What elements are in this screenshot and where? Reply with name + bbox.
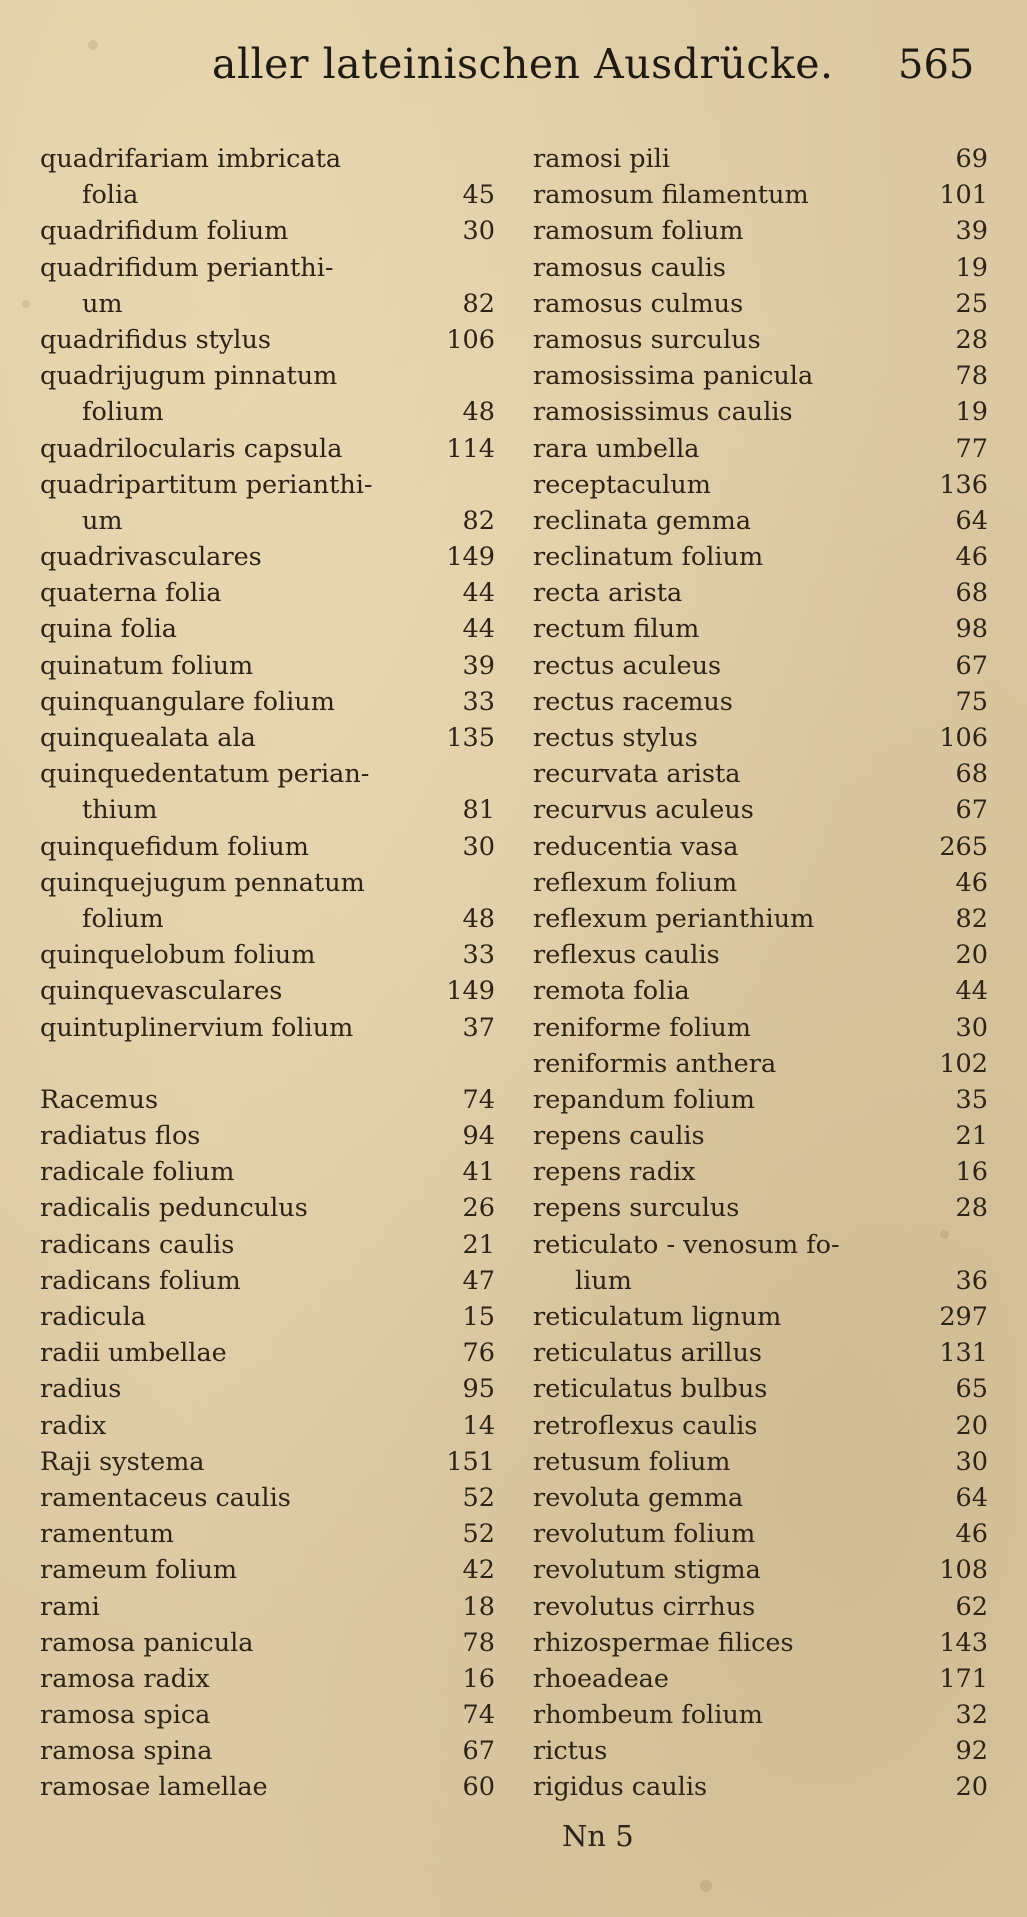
page-reference: 48: [462, 903, 495, 934]
index-entry: [40, 1371, 495, 1407]
index-term: quadripartitum perianthi-: [40, 469, 373, 500]
index-entry: [40, 829, 495, 865]
index-entry: [533, 213, 988, 249]
page-reference: 68: [955, 578, 988, 609]
page-reference: 95: [462, 1374, 495, 1405]
page-reference: 82: [955, 903, 988, 934]
index-term: rhoeadeae: [533, 1663, 669, 1694]
index-term: rami: [40, 1591, 100, 1622]
page-reference: 36: [955, 1265, 988, 1296]
index-entry: [533, 503, 988, 539]
page-reference: 46: [955, 867, 988, 898]
index-term: ramosus caulis: [533, 252, 726, 283]
index-entry: [533, 648, 988, 684]
index-entry: [533, 1082, 988, 1118]
index-term: radix: [40, 1410, 107, 1441]
index-term: quadrifidum perianthi-: [40, 252, 334, 283]
index-term: quadrifidus stylus: [40, 324, 271, 355]
page-reference: 32: [955, 1700, 988, 1731]
page-reference: 82: [462, 288, 495, 319]
index-term: ramosa spica: [40, 1700, 211, 1731]
index-entry: [533, 901, 988, 937]
index-term: retusum folium: [533, 1446, 731, 1477]
page-reference: 74: [462, 1700, 495, 1731]
page-reference: 30: [955, 1012, 988, 1043]
page-reference: 44: [462, 614, 495, 645]
page-reference: 20: [955, 1772, 988, 1803]
index-term: radicula: [40, 1302, 146, 1332]
index-entry: [533, 829, 988, 865]
index-entry: [533, 394, 988, 430]
page-reference: 297: [939, 1302, 988, 1332]
index-term: reniformis anthera: [533, 1048, 777, 1079]
page-number: 565: [898, 42, 975, 88]
index-term: reflexum folium: [533, 867, 738, 898]
index-term: rara umbella: [533, 433, 700, 464]
index-entry: [533, 467, 988, 503]
index-term: quintuplinervium folium: [40, 1012, 354, 1043]
index-term: rectum filum: [533, 614, 700, 645]
page-reference: 52: [462, 1519, 495, 1550]
index-entry: [40, 1190, 495, 1226]
page-reference: 68: [955, 759, 988, 790]
index-term: reflexus caulis: [533, 940, 720, 971]
index-term: radicalis pedunculus: [40, 1193, 308, 1224]
index-term: repens surculus: [533, 1193, 740, 1224]
index-entry: [533, 1046, 988, 1082]
index-term: radius: [40, 1374, 122, 1405]
index-entry: [40, 1480, 495, 1516]
index-term: quinquefidum folium: [40, 831, 309, 862]
index-entry: [40, 1299, 495, 1335]
running-title: aller lateinischen Ausdrücke.: [212, 40, 834, 88]
index-term: rectus stylus: [533, 723, 698, 753]
index-entry: [40, 756, 495, 792]
page-reference: 26: [462, 1193, 495, 1224]
page-reference: 28: [955, 324, 988, 355]
index-term: folium: [82, 903, 164, 934]
index-entry: [40, 503, 495, 539]
page-reference: 78: [955, 361, 988, 392]
index-entry: [533, 1552, 988, 1588]
index-term: quinatum folium: [40, 650, 254, 681]
page-reference: 149: [446, 542, 495, 573]
index-term: revolutum stigma: [533, 1555, 761, 1586]
index-term: recurvus aculeus: [533, 795, 754, 826]
index-entry: [40, 1769, 495, 1805]
index-entry: [533, 539, 988, 575]
index-term: revolutum folium: [533, 1519, 756, 1550]
index-entry: [533, 684, 988, 720]
index-entry: [533, 756, 988, 792]
page-reference: 47: [462, 1265, 495, 1296]
page-header: [0, 40, 1027, 110]
index-term: quinquedentatum perian-: [40, 759, 370, 790]
page-reference: 39: [462, 650, 495, 681]
index-entry: [533, 358, 988, 394]
index-entry: [40, 1661, 495, 1697]
page-reference: 149: [446, 976, 495, 1007]
page-reference: 67: [955, 650, 988, 681]
index-term: Raji systema: [40, 1446, 205, 1477]
page-reference: 98: [955, 614, 988, 645]
page-reference: 67: [462, 1736, 495, 1767]
index-entry: [40, 286, 495, 322]
page-reference: 21: [462, 1229, 495, 1260]
index-term: quinquangulare folium: [40, 686, 335, 717]
index-term: ramentaceus caulis: [40, 1482, 291, 1513]
page-reference: 62: [955, 1591, 988, 1622]
page-reference: 64: [955, 505, 988, 536]
page-reference: 19: [955, 397, 988, 428]
page-reference: 78: [462, 1627, 495, 1658]
index-entry: [40, 575, 495, 611]
page-reference: 77: [955, 433, 988, 464]
index-entry: [533, 250, 988, 286]
index-term: rhizospermae filices: [533, 1627, 794, 1658]
index-term: reclinata gemma: [533, 505, 752, 536]
page-reference: 28: [955, 1193, 988, 1224]
index-term: lium: [575, 1265, 632, 1296]
index-entry: [533, 1516, 988, 1552]
index-entry: [40, 720, 495, 756]
index-term: reticulatus bulbus: [533, 1374, 768, 1405]
index-entry: [40, 973, 495, 1009]
page-reference: 15: [462, 1302, 495, 1332]
index-entry: [533, 611, 988, 647]
index-entry: [40, 1010, 495, 1046]
index-term: reducentia vasa: [533, 831, 739, 862]
page-reference: 136: [939, 469, 988, 500]
page-reference: 48: [462, 397, 495, 428]
index-entry: [533, 973, 988, 1009]
page-reference: 108: [939, 1555, 988, 1586]
index-term: quadrifidum folium: [40, 216, 289, 247]
index-entry: [533, 1263, 988, 1299]
page-reference: 65: [955, 1374, 988, 1405]
index-entry: [40, 431, 495, 467]
index-entry: [533, 286, 988, 322]
index-entry: [533, 1371, 988, 1407]
index-term: rictus: [533, 1736, 608, 1767]
signature-mark: Nn 5: [562, 1819, 634, 1853]
index-entry: [533, 1661, 988, 1697]
index-term: ramentum: [40, 1519, 174, 1550]
index-term: radicale folium: [40, 1157, 235, 1188]
index-entry: [40, 1118, 495, 1154]
page-reference: 151: [446, 1446, 495, 1477]
index-entry: [40, 250, 495, 286]
index-term: rigidus caulis: [533, 1772, 708, 1803]
index-term: ramosum folium: [533, 216, 744, 247]
index-entry: [40, 1082, 495, 1118]
index-term: um: [82, 288, 123, 319]
index-term: thium: [82, 795, 158, 826]
index-entry: [533, 1625, 988, 1661]
page-reference: 75: [955, 686, 988, 717]
index-term: reniforme folium: [533, 1012, 751, 1043]
index-entry: [40, 539, 495, 575]
page-reference: 44: [955, 976, 988, 1007]
page-reference: 69: [955, 144, 988, 174]
page-reference: 41: [462, 1157, 495, 1188]
index-entry: [533, 1190, 988, 1226]
index-entry: [533, 141, 988, 177]
index-term: repens caulis: [533, 1121, 705, 1152]
page-reference: 20: [955, 940, 988, 971]
index-entry: [40, 865, 495, 901]
index-term: repandum folium: [533, 1084, 755, 1115]
index-term: ramosissima panicula: [533, 361, 814, 392]
page-reference: 21: [955, 1121, 988, 1152]
index-term: radicans caulis: [40, 1229, 235, 1260]
page-reference: 60: [462, 1772, 495, 1803]
page-reference: 44: [462, 578, 495, 609]
index-entry: [40, 1697, 495, 1733]
index-term: revolutus cirrhus: [533, 1591, 756, 1622]
index-term: quinquealata ala: [40, 723, 256, 753]
index-term: ramosae lamellae: [40, 1772, 268, 1803]
page-reference: 82: [462, 505, 495, 536]
index-term: reflexum perianthium: [533, 903, 815, 934]
index-entry: [40, 1552, 495, 1588]
page-reference: 64: [955, 1482, 988, 1513]
index-entry: [533, 1769, 988, 1805]
index-entry: [40, 177, 495, 213]
page-reference: 76: [462, 1338, 495, 1369]
page-reference: 33: [462, 686, 495, 717]
index-entry: [40, 1444, 495, 1480]
index-entry: [533, 575, 988, 611]
index-term: revoluta gemma: [533, 1482, 744, 1513]
index-entry: [40, 141, 495, 177]
index-entry: [533, 1408, 988, 1444]
index-entry: [40, 358, 495, 394]
index-term: quadrilocularis capsula: [40, 433, 343, 464]
page-reference: 81: [462, 795, 495, 826]
index-column-right: [533, 141, 988, 1806]
index-entry: [533, 1589, 988, 1625]
page-reference: 19: [955, 252, 988, 283]
index-term: quadrifariam imbricata: [40, 144, 342, 174]
page-reference: 46: [955, 542, 988, 573]
index-term: ramosa panicula: [40, 1627, 254, 1658]
index-entry: [40, 322, 495, 358]
page-reference: 143: [939, 1627, 988, 1658]
index-entry: [40, 1046, 495, 1082]
index-term: reticulatum lignum: [533, 1302, 782, 1332]
index-entry: [533, 865, 988, 901]
index-entry: [533, 1227, 988, 1263]
page-reference: 14: [462, 1410, 495, 1441]
index-term: quinquelobum folium: [40, 940, 316, 971]
page-reference: 114: [446, 433, 495, 464]
index-term: radii umbellae: [40, 1338, 227, 1369]
index-term: rameum folium: [40, 1555, 238, 1586]
index-term: ramosa spina: [40, 1736, 213, 1767]
index-entry: [533, 177, 988, 213]
index-entry: [40, 937, 495, 973]
index-term: reticulato - venosum fo-: [533, 1229, 840, 1260]
index-entry: [533, 322, 988, 358]
index-entry: [533, 1118, 988, 1154]
index-entry: [40, 901, 495, 937]
index-term: ramosissimus caulis: [533, 397, 793, 428]
index-term: quina folia: [40, 614, 177, 645]
page-reference: 94: [462, 1121, 495, 1152]
index-term: folium: [82, 397, 164, 428]
index-term: recurvata arista: [533, 759, 741, 790]
index-entry: [40, 213, 495, 249]
index-entry: [40, 684, 495, 720]
page-reference: 131: [939, 1338, 988, 1369]
index-entry: [40, 1227, 495, 1263]
page-reference: 20: [955, 1410, 988, 1441]
index-term: rhombeum folium: [533, 1700, 763, 1731]
index-entry: [40, 1263, 495, 1299]
index-term: repens radix: [533, 1157, 696, 1188]
page-reference: 106: [939, 723, 988, 753]
index-entry: [40, 1408, 495, 1444]
index-term: remota folia: [533, 976, 690, 1007]
index-term: receptaculum: [533, 469, 711, 500]
page-reference: 46: [955, 1519, 988, 1550]
page-reference: 16: [955, 1157, 988, 1188]
index-term: radicans folium: [40, 1265, 241, 1296]
index-term: radiatus flos: [40, 1121, 201, 1152]
page-reference: 30: [462, 216, 495, 247]
index-entry: [533, 937, 988, 973]
index-entry: [533, 1335, 988, 1371]
index-entry: [40, 1154, 495, 1190]
paper-stain: [700, 1880, 712, 1892]
index-term: ramosus culmus: [533, 288, 744, 319]
page-reference: 265: [939, 831, 988, 862]
page-reference: 30: [462, 831, 495, 862]
index-term: ramosum filamentum: [533, 180, 809, 211]
page-reference: 35: [955, 1084, 988, 1115]
index-entry: [533, 720, 988, 756]
index-column-left: [40, 141, 495, 1806]
index-term: reclinatum folium: [533, 542, 764, 573]
page-reference: 74: [462, 1084, 495, 1115]
index-term: quadrijugum pinnatum: [40, 361, 338, 392]
page-reference: 25: [955, 288, 988, 319]
page-reference: 101: [939, 180, 988, 211]
index-entry: [40, 648, 495, 684]
page-reference: 33: [462, 940, 495, 971]
page-reference: 37: [462, 1012, 495, 1043]
index-entry: [533, 1299, 988, 1335]
index-term: quadrivasculares: [40, 542, 262, 573]
index-term: Racemus: [40, 1084, 159, 1115]
index-term: rectus racemus: [533, 686, 733, 717]
index-term: ramosa radix: [40, 1663, 210, 1694]
page-reference: 30: [955, 1446, 988, 1477]
index-entry: [40, 1335, 495, 1371]
index-term: reticulatus arillus: [533, 1338, 762, 1369]
index-entry: [533, 1697, 988, 1733]
index-entry: [40, 1516, 495, 1552]
index-term: retroflexus caulis: [533, 1410, 758, 1441]
index-entry: [40, 792, 495, 828]
index-entry: [533, 792, 988, 828]
index-term: rectus aculeus: [533, 650, 722, 681]
page-reference: 135: [446, 723, 495, 753]
page-reference: 16: [462, 1663, 495, 1694]
index-term: recta arista: [533, 578, 683, 609]
page-reference: 39: [955, 216, 988, 247]
index-entry: [40, 394, 495, 430]
index-entry: [533, 1010, 988, 1046]
index-term: quinquevasculares: [40, 976, 283, 1007]
index-entry: [40, 467, 495, 503]
index-entry: [533, 431, 988, 467]
index-entry: [533, 1733, 988, 1769]
page-reference: 106: [446, 324, 495, 355]
index-term: ramosi pili: [533, 144, 671, 174]
index-entry: [533, 1480, 988, 1516]
page-reference: 102: [939, 1048, 988, 1079]
page-reference: 18: [462, 1591, 495, 1622]
index-term: ramosus surculus: [533, 324, 761, 355]
index-entry: [40, 1733, 495, 1769]
index-term: um: [82, 505, 123, 536]
page-reference: 45: [462, 180, 495, 211]
index-entry: [40, 611, 495, 647]
index-term: folia: [82, 180, 139, 211]
index-term: quaterna folia: [40, 578, 222, 609]
index-entry: [533, 1154, 988, 1190]
page-reference: 52: [462, 1482, 495, 1513]
paper-stain: [22, 300, 30, 308]
page-reference: 92: [955, 1736, 988, 1767]
page-reference: 67: [955, 795, 988, 826]
index-term: quinquejugum pennatum: [40, 867, 365, 898]
index-entry: [40, 1625, 495, 1661]
index-entry: [533, 1444, 988, 1480]
page-reference: 42: [462, 1555, 495, 1586]
index-entry: [40, 1589, 495, 1625]
page-reference: 171: [939, 1663, 988, 1694]
